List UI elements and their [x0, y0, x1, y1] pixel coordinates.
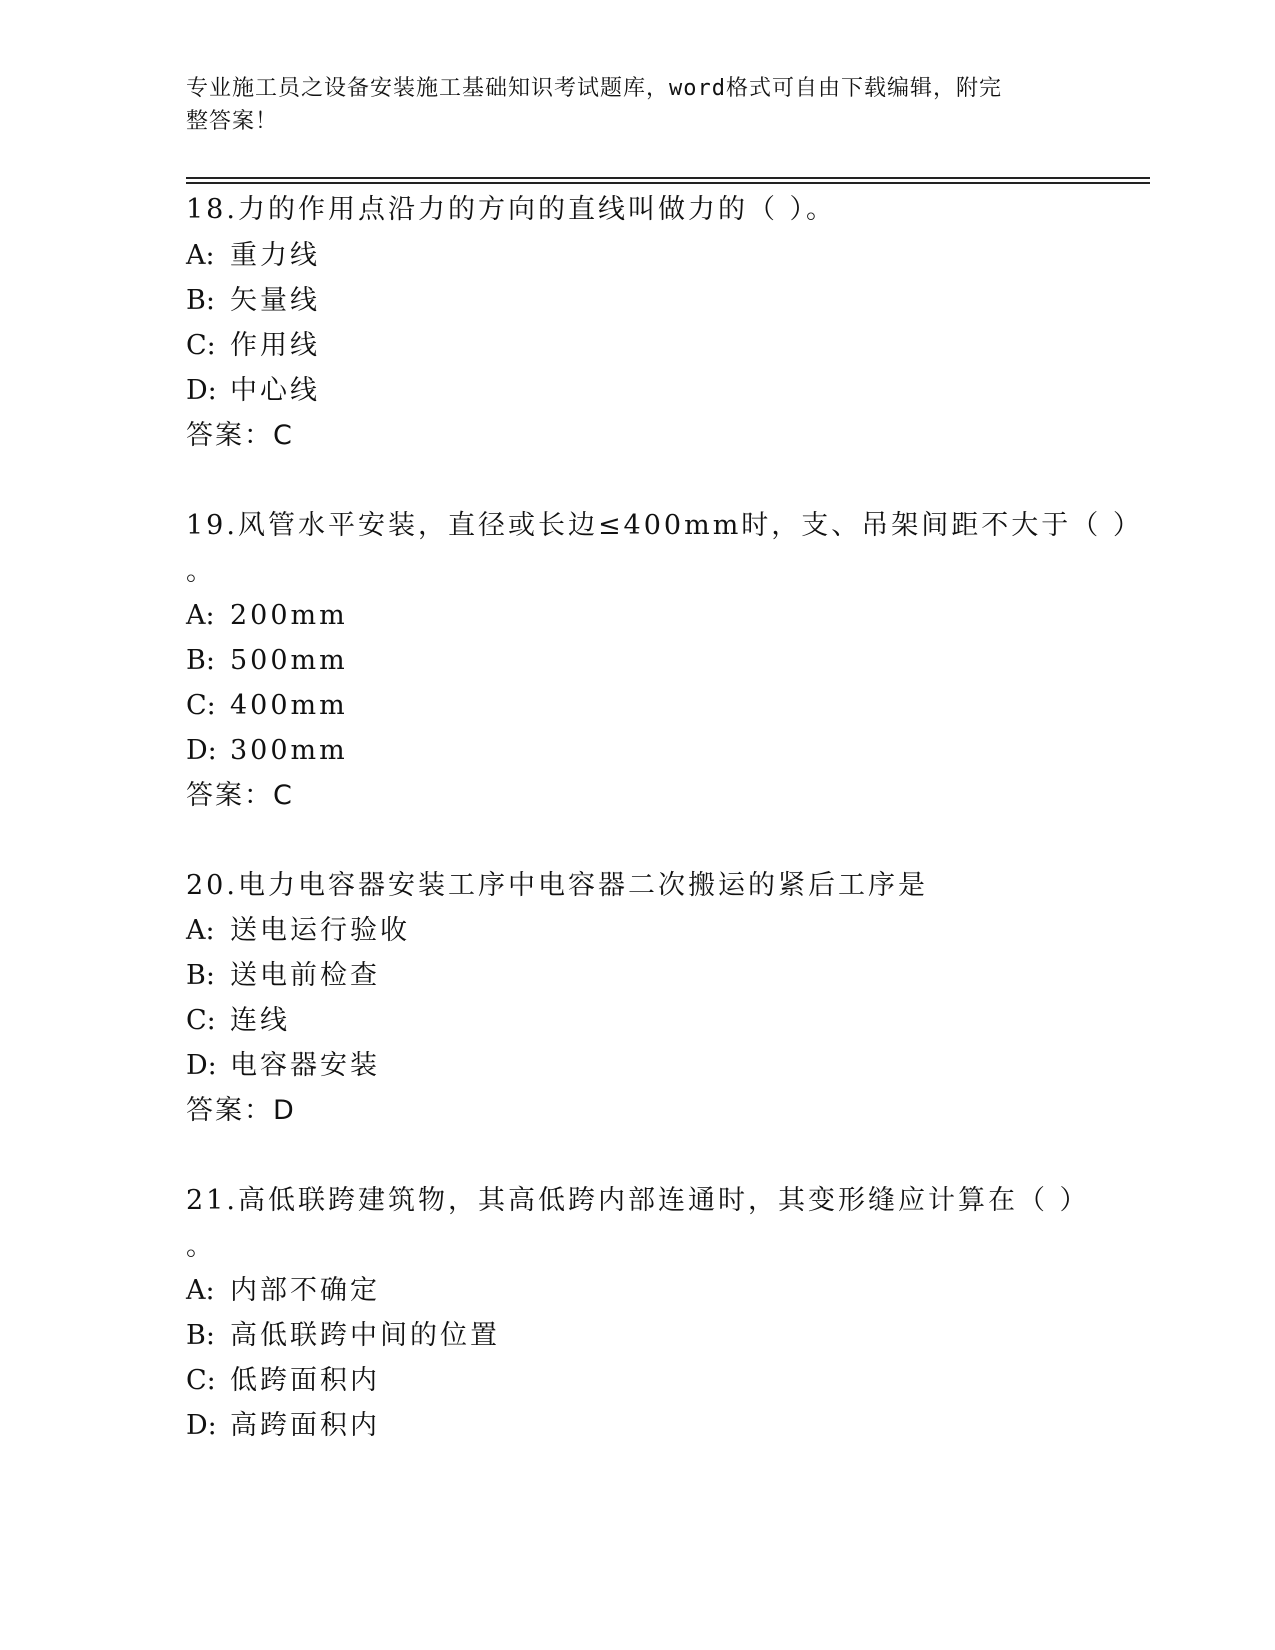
- option-letter: D:: [186, 1050, 217, 1081]
- question-21-stem: 21.高低联跨建筑物，其高低跨内部连通时，其变形缝应计算在（ ）: [186, 1185, 1090, 1216]
- option-letter: B:: [186, 285, 215, 316]
- option-text: 电容器安装: [230, 1050, 380, 1081]
- question-19-option-d: [186, 735, 348, 767]
- question-20-answer: 答案：D: [186, 1095, 296, 1126]
- question-19-stem: 19.风管水平安装，直径或长边≤400mm时，支、吊架间距不大于（ ）: [186, 510, 1143, 541]
- option-letter: D:: [186, 735, 217, 766]
- question-18-option-b: [186, 285, 320, 317]
- option-text: 400mm: [230, 690, 348, 721]
- question-18-option-c: [186, 330, 320, 362]
- question-20-option-b: [186, 960, 380, 992]
- option-letter: C:: [186, 330, 216, 361]
- option-text: 200mm: [230, 600, 348, 631]
- option-text: 低跨面积内: [230, 1365, 380, 1396]
- option-text: 矢量线: [230, 285, 320, 316]
- option-text: 重力线: [230, 240, 320, 271]
- option-letter: D:: [186, 375, 217, 406]
- option-letter: A:: [186, 600, 215, 631]
- question-18-option-d: [186, 375, 320, 407]
- option-text: 500mm: [230, 645, 348, 676]
- question-21-stem-continuation: 。: [186, 1231, 213, 1262]
- option-text: 高跨面积内: [230, 1410, 380, 1441]
- question-21-option-c: [186, 1365, 380, 1397]
- question-21-option-a: [186, 1275, 380, 1307]
- option-text: 送电前检查: [230, 960, 380, 991]
- question-20-option-a: [186, 915, 410, 947]
- question-20-option-c: [186, 1005, 290, 1037]
- header-line-1: 专业施工员之设备安装施工基础知识考试题库，word格式可自由下载编辑，附完: [186, 76, 1002, 101]
- question-19-answer: 答案：C: [186, 780, 294, 811]
- header-line-2: 整答案！: [186, 109, 279, 134]
- document-header: [186, 72, 1066, 138]
- question-21-option-d: [186, 1410, 380, 1442]
- option-text: 高低联跨中间的位置: [230, 1320, 500, 1351]
- option-text: 内部不确定: [230, 1275, 380, 1306]
- option-text: 作用线: [230, 330, 320, 361]
- question-19-stem-continuation: 。: [186, 556, 213, 587]
- option-letter: B:: [186, 1320, 215, 1351]
- header-divider-bottom: [186, 182, 1150, 184]
- option-text: 送电运行验收: [230, 915, 410, 946]
- header-divider-top: [186, 177, 1150, 179]
- question-20-stem: 20.电力电容器安装工序中电容器二次搬运的紧后工序是: [186, 870, 928, 901]
- question-18-answer: 答案：C: [186, 420, 294, 451]
- option-letter: C:: [186, 1005, 216, 1036]
- question-20-option-d: [186, 1050, 380, 1082]
- option-letter: A:: [186, 915, 215, 946]
- option-text: 中心线: [230, 375, 320, 406]
- option-text: 连线: [230, 1005, 290, 1036]
- option-letter: A:: [186, 240, 215, 271]
- question-18-stem: 18.力的作用点沿力的方向的直线叫做力的（ ）。: [186, 194, 837, 225]
- option-letter: A:: [186, 1275, 215, 1306]
- question-19-option-b: [186, 645, 348, 677]
- option-letter: C:: [186, 690, 216, 721]
- option-text: 300mm: [230, 735, 348, 766]
- option-letter: C:: [186, 1365, 216, 1396]
- question-18-option-a: [186, 240, 320, 272]
- question-21-option-b: [186, 1320, 500, 1352]
- question-19-option-a: [186, 600, 348, 632]
- option-letter: B:: [186, 645, 215, 676]
- option-letter: B:: [186, 960, 215, 991]
- option-letter: D:: [186, 1410, 217, 1441]
- question-19-option-c: [186, 690, 348, 722]
